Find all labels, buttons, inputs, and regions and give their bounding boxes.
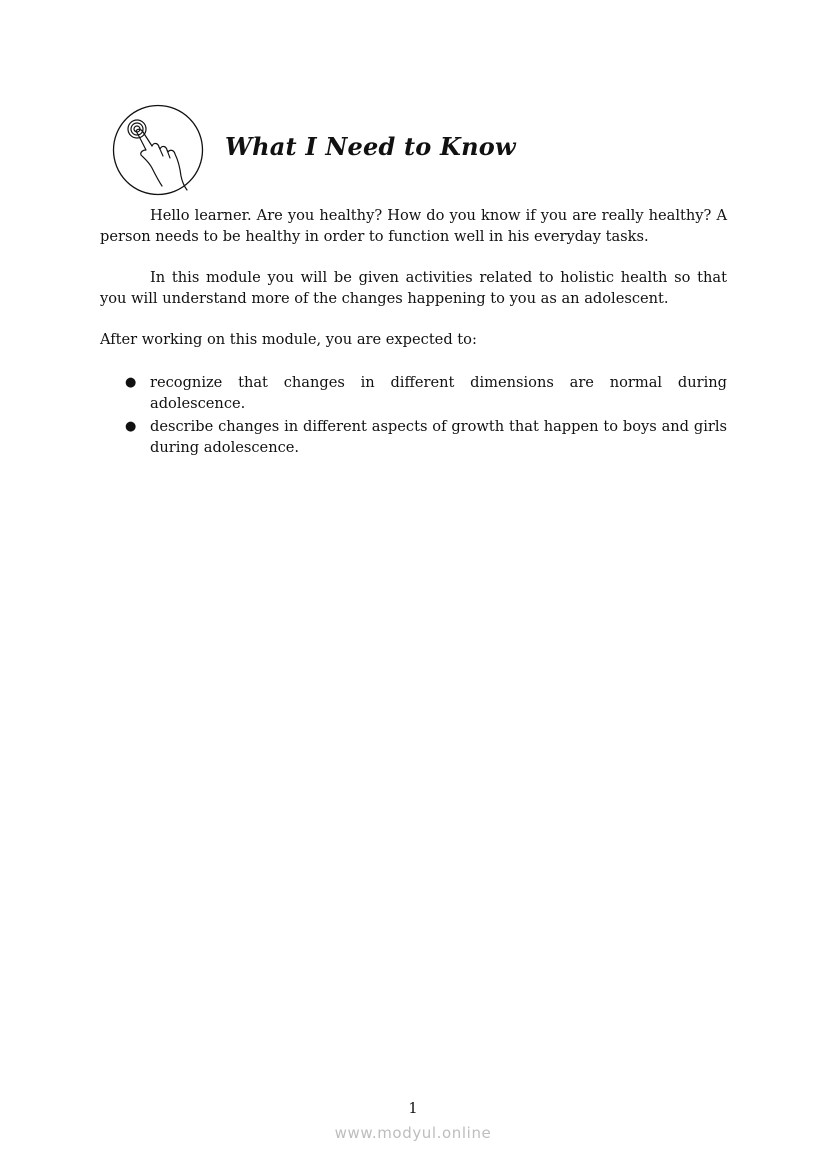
list-item <box>100 372 727 414</box>
watermark: www.modyul.online <box>334 1124 492 1142</box>
section-header <box>112 104 612 196</box>
objectives-intro: After working on this module, you are expected to: <box>100 331 477 348</box>
objectives-list <box>100 372 727 458</box>
page-number: 1 <box>408 1100 418 1117</box>
intro-paragraph: In this module you will be given activities related to holistic health so that you will understand more of the changes happening to you as an adolescent. <box>100 269 727 307</box>
intro-paragraph: Hello learner. Are you healthy? How do you know if you are really healthy? A person needs to be healthy in order to function well in his everyday tasks. <box>100 207 727 245</box>
objective-text: recognize that changes in different dimensions are normal during adolescence. <box>150 374 727 412</box>
list-item <box>100 416 727 458</box>
objective-text: describe changes in different aspects of growth that happen to boys and girls during adolescence. <box>150 418 727 456</box>
bullet-icon: ● <box>125 419 137 434</box>
section-title: What I Need to Know <box>225 132 516 161</box>
pointing-hand-icon <box>112 104 204 196</box>
module-introduction <box>100 205 727 460</box>
bullet-icon: ● <box>125 375 137 390</box>
